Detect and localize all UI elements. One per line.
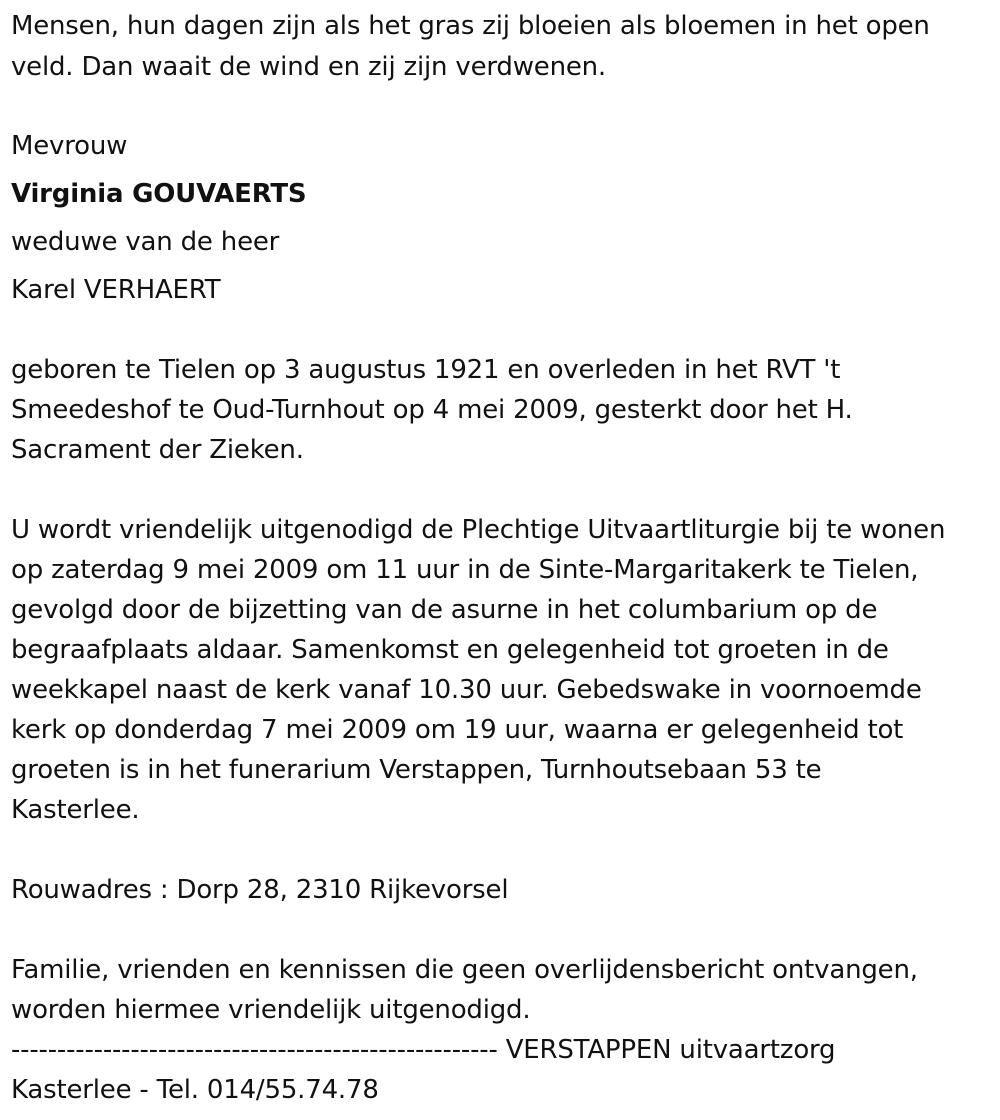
intro-text-line-2: veld. Dan waait de wind en zij zijn verdwenen.	[11, 52, 606, 82]
closing-line-1: Familie, vrienden en kennissen die geen overlijdensbericht ontvangen,	[11, 955, 918, 985]
birth-death-line-3: Sacrament der Zieken.	[11, 435, 304, 465]
birth-death-line-2: Smeedeshof te Oud-Turnhout op 4 mei 2009, gesterkt door het H.	[11, 395, 853, 425]
funeral-line-7: groeten is in het funerarium Verstappen, Turnhoutsebaan 53 te	[11, 755, 822, 785]
spouse-name: Karel VERHAERT	[11, 275, 221, 305]
deceased-name: Virginia GOUVAERTS	[11, 179, 307, 209]
mourning-address: Rouwadres : Dorp 28, 2310 Rijkevorsel	[11, 875, 509, 905]
intro-text-line-1: Mensen, hun dagen zijn als het gras zij bloeien als bloemen in het open	[11, 11, 930, 41]
funeral-line-8: Kasterlee.	[11, 795, 140, 825]
deceased-title: Mevrouw	[11, 131, 128, 161]
funeral-director-contact: Kasterlee - Tel. 014/55.74.78	[11, 1075, 379, 1105]
closing-line-2: worden hiermee vriendelijk uitgenodigd.	[11, 995, 531, 1025]
birth-death-line-1: geboren te Tielen op 3 augustus 1921 en overleden in het RVT 't	[11, 355, 841, 385]
funeral-line-3: gevolgd door de bijzetting van de asurne in het columbarium op de	[11, 595, 878, 625]
funeral-line-4: begraafplaats aldaar. Samenkomst en gelegenheid tot groeten in de	[11, 635, 889, 665]
funeral-director-line: ----------------------------------------------------- VERSTAPPEN uitvaartzorg	[11, 1035, 836, 1065]
deceased-relation: weduwe van de heer	[11, 227, 280, 257]
funeral-line-5: weekkapel naast de kerk vanaf 10.30 uur. Gebedswake in voornoemde	[11, 675, 922, 705]
funeral-line-6: kerk op donderdag 7 mei 2009 om 19 uur, waarna er gelegenheid tot	[11, 715, 904, 745]
funeral-line-1: U wordt vriendelijk uitgenodigd de Plechtige Uitvaartliturgie bij te wonen	[11, 515, 946, 545]
funeral-line-2: op zaterdag 9 mei 2009 om 11 uur in de Sinte-Margaritakerk te Tielen,	[11, 555, 919, 585]
